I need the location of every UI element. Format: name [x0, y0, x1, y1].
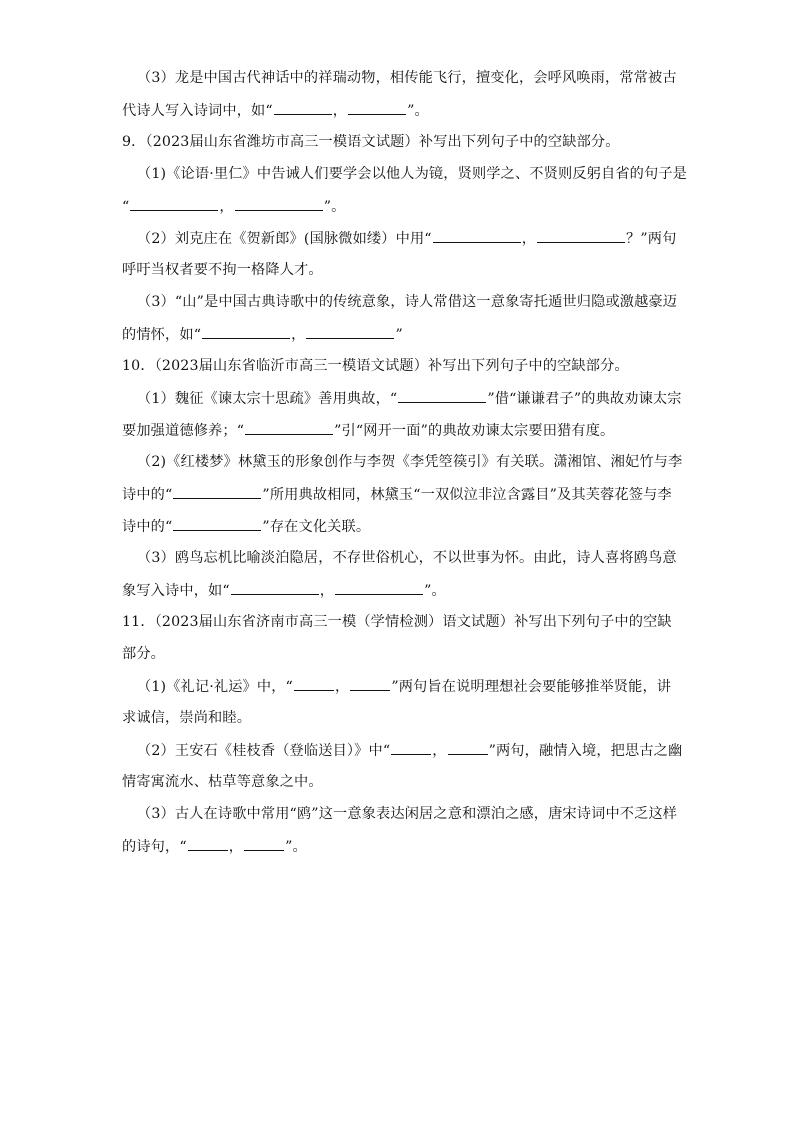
text-segment: ， [291, 327, 306, 343]
question-header: 9．（2023届山东省潍坊市高三一模语文试题）补写出下列句子中的空缺部分。 [122, 134, 620, 150]
answer-blank[interactable] [245, 420, 333, 435]
answer-blank[interactable] [274, 100, 332, 115]
text-segment: （1)《礼记·礼运》中，“ [137, 679, 293, 695]
text-segment: 求诚信，崇尚和睦。 [122, 710, 252, 726]
text-segment: 的情怀，如“ [122, 327, 202, 343]
text-segment: （1)《论语·里仁》中告诫人们要学会以他人为镜，贤则学之、不贤则反躬自省的句子是 [137, 166, 688, 182]
text-segment: 要加强道德修养；“ [122, 423, 245, 439]
q11-part1-line2 [122, 708, 251, 728]
q11-part1-line1 [137, 676, 671, 697]
text-segment: 象写入诗中，如“ [122, 583, 230, 599]
text-segment: ”两句，融情入境，把思古之幽 [488, 743, 683, 759]
answer-blank[interactable] [306, 324, 394, 339]
answer-blank[interactable] [202, 324, 290, 339]
q9-part1-line1 [137, 164, 687, 184]
answer-blank[interactable] [448, 740, 488, 755]
q10-part2-line3 [122, 516, 370, 537]
text-segment: （2)《红楼梦》林黛玉的形象创作与李贺《李凭箜篌引》有关联。潇湘馆、湘妃竹与李 [137, 454, 683, 470]
answer-blank[interactable] [391, 740, 431, 755]
text-segment: “ [122, 199, 130, 215]
answer-blank[interactable] [537, 228, 625, 243]
q9-part3-line2 [122, 324, 403, 345]
answer-blank[interactable] [173, 484, 261, 499]
answer-blank[interactable] [188, 836, 228, 851]
question-header: 10．（2023届山东省临沂市高三一模语文试题）补写出下列句子中的空缺部分。 [122, 358, 629, 374]
text-segment: ， [228, 839, 244, 855]
answer-blank[interactable] [350, 676, 390, 691]
answer-blank[interactable] [231, 580, 319, 595]
q11-header-line1 [122, 612, 672, 632]
q10-part2-line2 [122, 484, 672, 505]
text-segment: （2）刘克庄在《贺新郎》(国脉微如缕）中用“ [137, 231, 432, 247]
answer-blank[interactable] [235, 196, 323, 211]
question-header: 11．（2023届山东省济南市高三一模（学情检测）语文试题）补写出下列句子中的空缺 [122, 614, 672, 630]
text-segment: （3）鸥鸟忘机比喻淡泊隐居，不存世俗机心，不以世事为怀。由此，诗人喜将鸥鸟意 [137, 550, 677, 566]
q8-part3-text: （3）龙是中国古代神话中的祥瑞动物，相传能飞行，擅变化，会呼风唤雨，常常被古 [137, 70, 677, 86]
answer-blank[interactable] [335, 580, 423, 595]
q11-header-line2 [122, 644, 165, 664]
text-segment: （1）魏征《谏太宗十思疏》善用典故，“ [137, 391, 398, 407]
q9-part1-line2 [122, 196, 346, 217]
text-segment: ， [521, 231, 537, 247]
q10-part3-line1 [137, 548, 677, 568]
answer-blank[interactable] [433, 228, 521, 243]
q11-part2-line1 [137, 740, 682, 761]
q9-part2-line2 [122, 260, 323, 280]
text-segment: 的诗句，“ [122, 839, 187, 855]
text-segment: ， [319, 583, 335, 599]
text-segment: ”所用典故相同，林黛玉“一双似泣非泣含露目”及其芙蓉花签与李 [262, 487, 672, 503]
text-segment: （2）王安石《桂枝香（登临送目）》中“ [137, 743, 391, 759]
text-segment: （3）“山”是中国古典诗歌中的传统意象，诗人常借这一意象寄托遁世归隐或激越豪迈 [137, 294, 678, 310]
q11-part3-line2 [122, 836, 307, 857]
text-segment: 诗中的“ [122, 519, 173, 535]
q8-part3-line1 [137, 68, 677, 88]
answer-blank[interactable] [398, 388, 486, 403]
text-segment: ， [432, 743, 447, 759]
text-segment: ？”两句 [626, 231, 677, 247]
answer-blank[interactable] [130, 196, 218, 211]
text-segment: ” [395, 327, 403, 343]
text-segment: 情寄寓流水、枯草等意象之中。 [122, 774, 323, 790]
answer-blank[interactable] [348, 100, 406, 115]
q10-header [122, 356, 629, 376]
q10-part2-line1 [137, 452, 682, 472]
q9-part3-line1 [137, 292, 677, 312]
text-segment: ， [332, 103, 348, 119]
text-segment: ”借“谦谦君子”的典故劝谏太宗 [487, 391, 682, 407]
question-header: 部分。 [122, 646, 166, 662]
text-segment: 呼吁当权者要不拘一格降人才。 [122, 262, 323, 278]
text-segment: ”两句旨在说明理想社会要能够推举贤能，讲 [391, 679, 672, 695]
text-segment: ”。 [323, 199, 346, 215]
text-segment: ”存在文化关联。 [262, 519, 371, 535]
text-segment: ”。 [407, 103, 429, 119]
q11-part2-line2 [122, 772, 323, 792]
text-segment: ”引“网开一面”的典故劝谏太宗要田猎有度。 [334, 423, 615, 439]
q9-part2-line1 [137, 228, 676, 249]
answer-blank[interactable] [173, 516, 261, 531]
text-segment: ， [334, 679, 350, 695]
text-segment: ， [219, 199, 234, 215]
text-segment: （3）古人在诗歌中常用“鸥”这一意象表达闲居之意和漂泊之感，唐宋诗词中不乏这样 [137, 806, 678, 822]
q11-part3-line1 [137, 804, 677, 824]
answer-blank[interactable] [244, 836, 284, 851]
q10-part3-line2 [122, 580, 446, 601]
q10-part1-line2 [122, 420, 614, 441]
answer-blank[interactable] [294, 676, 334, 691]
text-segment: 诗中的“ [122, 487, 173, 503]
q9-header [122, 132, 620, 152]
q8-part3-line2 [122, 100, 429, 121]
text-segment: ”。 [424, 583, 446, 599]
text-segment: 代诗人写入诗词中，如“ [122, 103, 273, 119]
q10-part1-line1 [137, 388, 682, 409]
text-segment: ”。 [285, 839, 307, 855]
